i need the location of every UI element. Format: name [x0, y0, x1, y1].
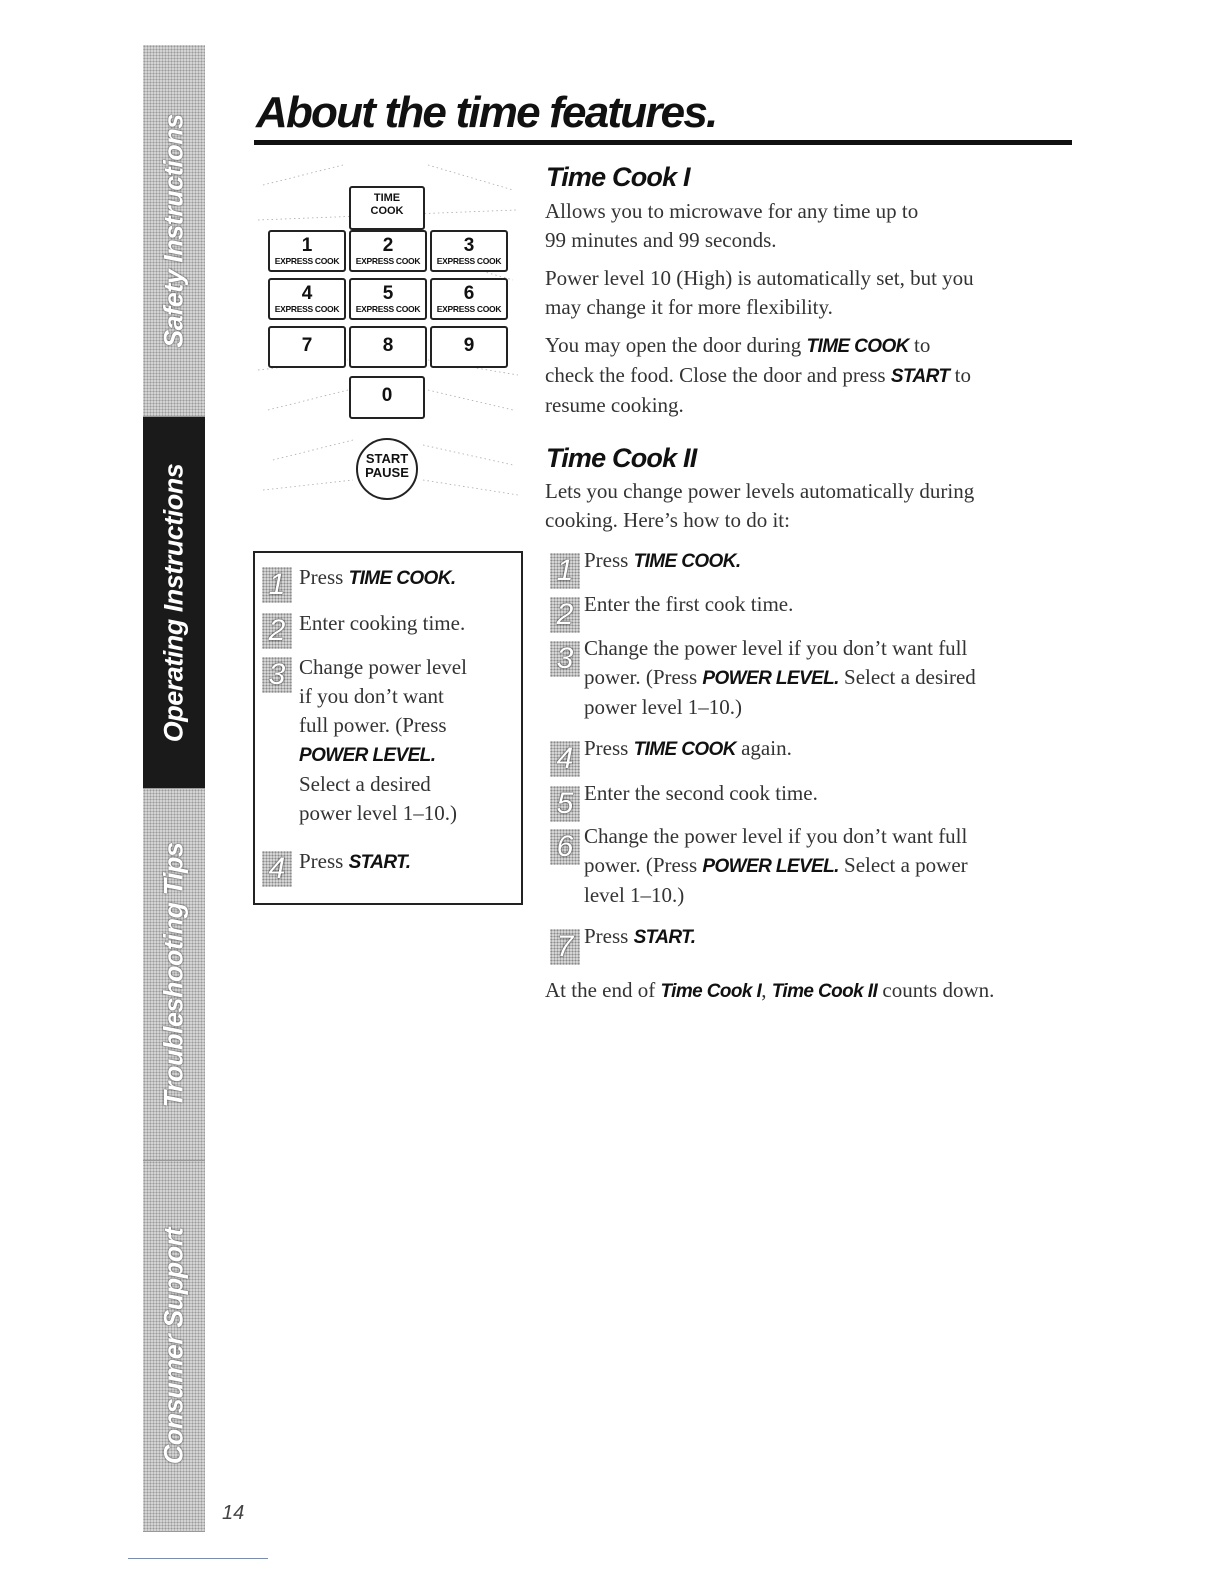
key-number: 9	[463, 335, 475, 356]
command-name: TIME COOK	[806, 336, 909, 357]
text-line: At the end of	[545, 978, 661, 1002]
step-text: Change power level	[299, 655, 467, 679]
step-4	[299, 847, 410, 877]
time-cook-key	[349, 186, 425, 230]
key-1	[268, 230, 346, 272]
text-line: check the food. Close the door and press	[545, 363, 891, 387]
time-cook-1-paragraph-2	[545, 264, 1070, 322]
text-line: may change it for more flexibility.	[545, 295, 833, 319]
tc2-step-3	[584, 634, 976, 722]
step-number-badge: 3	[262, 657, 292, 693]
command-name: POWER LEVEL.	[702, 668, 839, 689]
step-text: Enter the first cook time.	[584, 592, 794, 616]
start-pause-key	[356, 438, 418, 500]
tab-consumer-support[interactable]	[143, 1161, 205, 1532]
step-number-badge: 6	[550, 829, 580, 865]
tab-safety-instructions[interactable]	[143, 45, 205, 417]
tc2-step-2	[584, 590, 793, 619]
step-text: Change the power level if you don’t want full	[584, 636, 968, 660]
key-label: PAUSE	[365, 465, 409, 480]
step-text: Press	[299, 565, 349, 589]
key-number: 8	[382, 335, 394, 356]
step-text: Press	[299, 849, 349, 873]
key-label: COOK	[370, 205, 404, 217]
command-name: Time Cook I	[660, 981, 762, 1002]
key-number: 1	[301, 235, 313, 256]
step-text: Select a desired	[299, 772, 431, 796]
step-number-badge: 7	[550, 929, 580, 965]
step-text: level 1–10.)	[584, 883, 685, 907]
step-number-badge: 5	[550, 786, 580, 822]
keypad-illustration	[258, 160, 520, 505]
command-name: TIME COOK	[633, 739, 736, 760]
step-number-badge: 4	[262, 851, 292, 887]
step-number-badge: 1	[262, 567, 292, 603]
key-4	[268, 278, 346, 320]
time-cook-1-paragraph-1	[545, 197, 1070, 255]
key-8	[349, 326, 427, 368]
tc2-step-5	[584, 779, 818, 808]
step-text: power level 1–10.)	[299, 801, 458, 825]
page-number: 14	[222, 1502, 245, 1524]
step-text: power level 1–10.)	[584, 695, 743, 719]
time-cook-1-paragraph-3	[545, 331, 1070, 420]
step-text: Select a desired	[838, 665, 976, 689]
bottom-divider	[128, 1558, 268, 1559]
text-line: cooking. Here’s how to do it:	[545, 508, 790, 532]
tab-operating-instructions[interactable]	[143, 417, 205, 789]
time-cook-2-footer-note	[545, 976, 1070, 1006]
key-3	[430, 230, 508, 272]
key-number: 2	[382, 235, 394, 256]
text-line: Lets you change power levels automatically during	[545, 479, 975, 503]
tab-label: Consumer Support	[158, 1227, 189, 1465]
text-line: You may open the door during	[545, 333, 807, 357]
key-sublabel: EXPRESS COOK	[274, 304, 340, 314]
command-name: TIME COOK.	[348, 568, 456, 589]
key-0	[349, 376, 425, 419]
key-9	[430, 326, 508, 368]
tab-label: Operating Instructions	[158, 463, 189, 742]
key-number: 0	[381, 385, 393, 406]
key-2	[349, 230, 427, 272]
tc2-step-7	[584, 922, 695, 952]
command-name: POWER LEVEL.	[299, 745, 436, 766]
time-cook-1-steps-box	[253, 551, 523, 905]
page-title: About the time features.	[256, 88, 717, 137]
text-line: 99 minutes and 99 seconds.	[545, 228, 777, 252]
sidebar-tabs	[143, 45, 205, 1532]
command-name: POWER LEVEL.	[702, 856, 839, 877]
step-text: Change the power level if you don’t want full	[584, 824, 968, 848]
command-name: START	[890, 366, 950, 387]
text-line: Power level 10 (High) is automatically set, but you	[545, 266, 974, 290]
text-line: resume cooking.	[545, 393, 684, 417]
step-number-badge: 3	[550, 641, 580, 677]
tc2-step-6	[584, 822, 968, 910]
key-label: START	[365, 451, 409, 466]
time-cook-2-heading: Time Cook II	[546, 443, 697, 473]
key-sublabel: EXPRESS COOK	[436, 256, 502, 266]
step-1	[299, 563, 456, 593]
step-text: power. (Press	[584, 853, 703, 877]
step-text: Enter the second cook time.	[584, 781, 818, 805]
step-text: Enter cooking time.	[299, 611, 466, 635]
step-3	[299, 653, 467, 828]
text-line: to	[949, 363, 971, 387]
step-2	[299, 609, 465, 638]
step-number-badge: 2	[262, 613, 292, 649]
step-text: power. (Press	[584, 665, 703, 689]
step-text: Press	[584, 924, 634, 948]
step-number-badge: 4	[550, 741, 580, 777]
key-7	[268, 326, 346, 368]
step-text: if you don’t want	[299, 684, 444, 708]
command-name: TIME COOK.	[633, 551, 741, 572]
time-cook-2-intro	[545, 477, 1070, 535]
key-label: TIME	[373, 192, 401, 204]
key-number: 3	[463, 235, 475, 256]
title-divider	[254, 140, 1072, 145]
key-number: 4	[301, 283, 313, 304]
step-text: again.	[735, 736, 792, 760]
command-name: START.	[633, 927, 696, 948]
tab-label: Troubleshooting Tips	[158, 842, 189, 1107]
tab-troubleshooting-tips[interactable]	[143, 789, 205, 1161]
step-text: Press	[584, 548, 634, 572]
command-name: Time Cook II	[771, 981, 878, 1002]
command-name: START.	[348, 852, 411, 873]
step-number-badge: 2	[550, 597, 580, 633]
text-line: ,	[761, 978, 772, 1002]
key-sublabel: EXPRESS COOK	[274, 256, 340, 266]
key-sublabel: EXPRESS COOK	[436, 304, 502, 314]
text-line: to	[908, 333, 931, 357]
key-number: 7	[301, 335, 313, 356]
time-cook-1-heading: Time Cook I	[546, 162, 690, 192]
tc2-step-4	[584, 734, 792, 764]
text-line: counts down.	[877, 978, 995, 1002]
key-number: 6	[463, 283, 475, 304]
step-text: Select a power	[838, 853, 968, 877]
key-6	[430, 278, 508, 320]
tc2-step-1	[584, 546, 741, 576]
step-text: Press	[584, 736, 634, 760]
key-number: 5	[382, 283, 394, 304]
key-5	[349, 278, 427, 320]
tab-label: Safety Instructions	[158, 113, 189, 348]
key-sublabel: EXPRESS COOK	[355, 304, 421, 314]
text-line: Allows you to microwave for any time up to	[545, 199, 919, 223]
key-sublabel: EXPRESS COOK	[355, 256, 421, 266]
step-text: full power. (Press	[299, 713, 447, 737]
step-number-badge: 1	[550, 553, 580, 589]
